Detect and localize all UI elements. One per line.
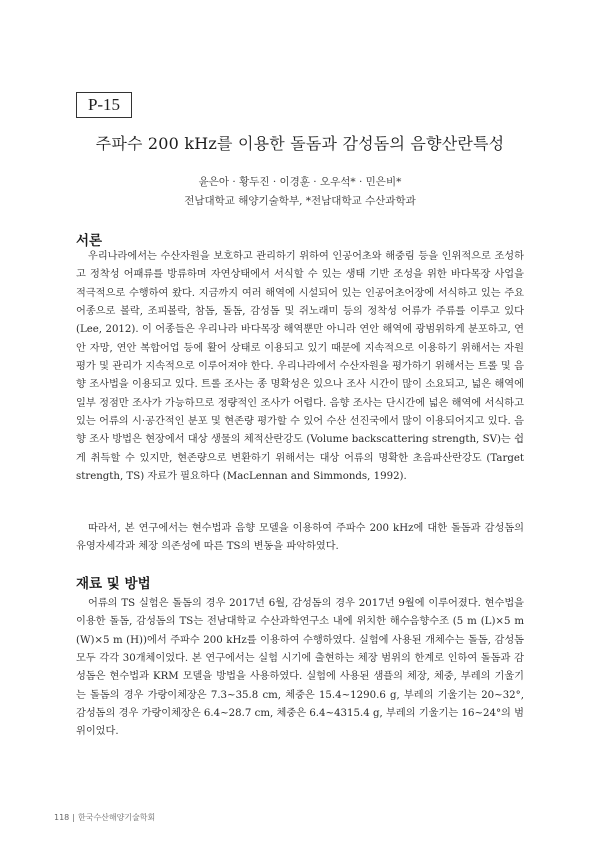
section-heading-introduction: 서론 (76, 233, 103, 249)
abstract-code: P-15 (87, 95, 121, 114)
abstract-code-box (76, 92, 132, 118)
page-number: 118 (54, 813, 70, 822)
affiliation: 전남대학교 해양기술학부, *전남대학교 수산과학과 (184, 195, 416, 207)
methods-paragraph-1-text: 어류의 TS 실험은 돌돔의 경우 2017년 6월, 감성돔의 경우 2017년 9월에 이루어졌다. 현수법을 이용한 돌돔, 감성돔의 TS는 전남대학교 수산과학연구소 내에 위치한 해수음향수조 (5 m (L)×5 m (W)×5 m (H))에서 주파수 200 kHz를 이용하여 수행하였다. 실험에 사용된 개체수는 돌돔, 감성돔 모두 각각 30개체이었다. 본 연구에서는 실험 시기에 출현하는 체장 범위의 한계로 인하여 돌돔과 감성돔은 현수법과 KRM 모델을 방법을 사용하였다. 실험에 사용된 샘플의 체장, 체중, 부레의 기울기는 돌돔의 경우 가랑이체장은 7.3~35.8 cm, 체중은 15.4~1290.6 g, 부레의 기울기는 20~32°, 감성돔의 경우 가랑이체장은 6.4~28.7 cm, 체중은 6.4~4315.4 g, 부레의 기울기는 16~24°의 범위이었다. (76, 598, 524, 738)
paper-title: 주파수 200 kHz를 이용한 돌돔과 감성돔의 음향산란특성 (95, 134, 505, 153)
section-heading-methods: 재료 및 방법 (76, 576, 151, 592)
introduction-paragraph-2 (76, 520, 524, 557)
footer-divider: | (72, 813, 75, 822)
introduction-paragraph-2-text: 따라서, 본 연구에서는 현수법과 음향 모델을 이용하여 주파수 200 kHz에 대한 돌돔과 감성돔의 유영자세각과 체장 의존성에 따른 TS의 변동을 파악하였다. (76, 523, 524, 553)
methods-paragraph-1 (76, 595, 524, 742)
journal-name: 한국수산해양기술학회 (77, 813, 156, 822)
introduction-paragraph-1-text: 우리나라에서는 수산자원을 보호하고 관리하기 위하여 인공어초와 해중림 등을 인위적으로 조성하고 정착성 어패류를 방류하며 자연상태에서 서식할 수 있는 생태 기반 조성을 위한 바다목장 사업을 적극적으로 수행하여 왔다. 지금까지 여러 해역에 시설되어 있는 인공어초어장에 서식하고 있는 주요 어종으로 볼락, 조피볼락, 참돔, 돌돔, 감성돔 및 쥐노래미 등의 정착성 어류가 주류를 이루고 있다 (Lee, 2012). 이 어종들은 우리나라 바다목장 해역뿐만 아니라 연안 해역에 광범위하게 분포하고, 연안 자망, 연안 복합어업 등에 활어 상태로 이용되고 있기 때문에 지속적으로 이용하기 위해서는 자원 평가 및 관리가 지속적으로 이루어져야 한다. 우리나라에서 수산자원을 평가하기 위해서는 트롤 및 음향 조사법을 이용되고 있다. 트롤 조사는 종 명확성은 있으나 조사 시간이 많이 소요되고, 넓은 해역에 일부 정점만 조사가 가능하므로 정량적인 조사가 어렵다. 음향 조사는 단시간에 넓은 해역에 서식하고 있는 어류의 시·공간적인 분포 및 현존량 평가할 수 있어 수산 선진국에서 많이 이용되어지고 있다. 음향 조사 방법은 현장에서 대상 생물의 체적산란강도 (Volume backscattering strength, SV)는 쉽게 취득할 수 있지만, 현존량으로 변환하기 위해서는 대상 어류의 명확한 초음파산란강도 (Target strength, TS) 자료가 필요하다 (MacLennan and Simmonds, 1992). (76, 251, 524, 483)
page-footer (54, 812, 155, 823)
introduction-paragraph-1 (76, 248, 524, 486)
author-list: 윤은아 · 황두진 · 이경훈 · 오우석* · 민은비* (198, 176, 402, 188)
